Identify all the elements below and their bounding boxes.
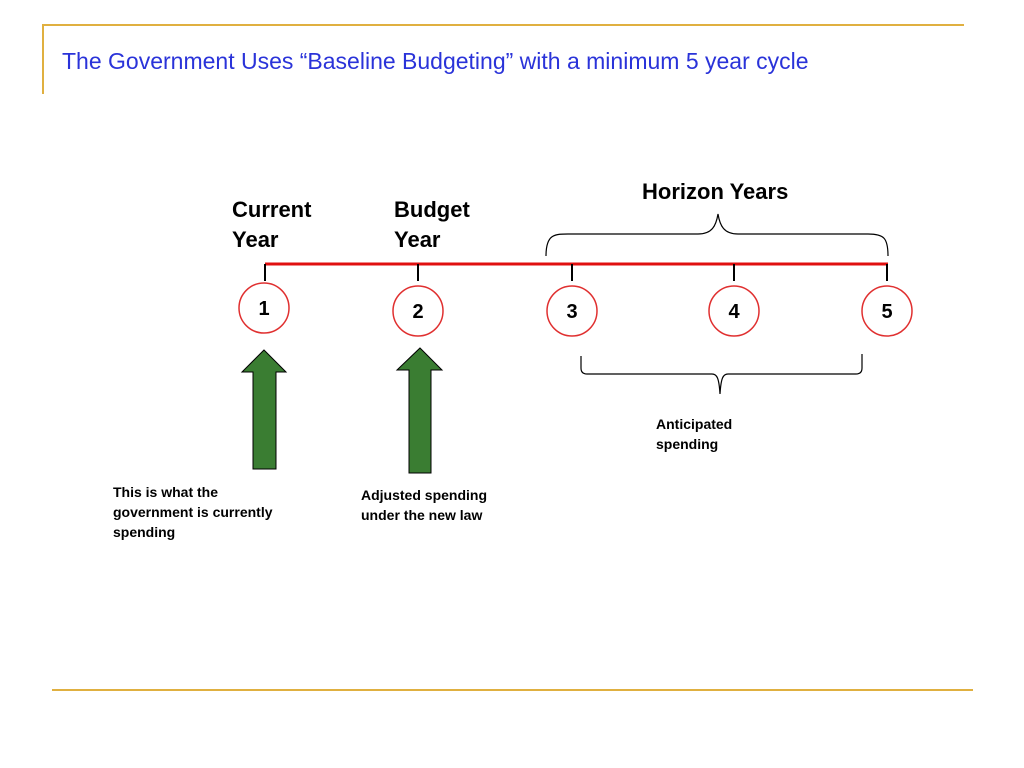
anticipated-brace: [581, 354, 862, 394]
year-number-5: 5: [881, 301, 893, 323]
year-marker-4: [709, 286, 759, 336]
horizon-brace: [546, 214, 888, 256]
current-year-heading-line-2: Year: [232, 227, 279, 252]
year-marker-3: [547, 286, 597, 336]
adjusted-spending-note: [361, 485, 487, 525]
anticipated-spending-note-line-2: spending: [656, 436, 719, 452]
anticipated-spending-note-line-1: Anticipated: [656, 416, 733, 432]
budget-year-heading-line-1: Budget: [394, 197, 470, 222]
anticipated-spending-note: [656, 414, 732, 454]
current-spending-note: [113, 482, 273, 542]
adjusted-spending-arrow: [397, 348, 442, 473]
year-number-4: 4: [728, 301, 740, 323]
year-number-2: 2: [412, 301, 424, 323]
current-spending-arrow: [242, 350, 286, 469]
current-spending-note-line-1: This is what the: [113, 484, 219, 500]
year-marker-5: [862, 286, 912, 336]
budget-year-heading-line-2: Year: [394, 227, 441, 252]
year-marker-2: [393, 286, 443, 336]
slide-title: The Government Uses “Baseline Budgeting” with a minimum 5 year cycle: [62, 48, 809, 74]
adjusted-spending-note-line-1: Adjusted spending: [361, 487, 487, 503]
horizon-years-heading-text: Horizon Years: [642, 179, 789, 204]
current-year-heading-line-1: Current: [232, 197, 312, 222]
year-number-3: 3: [566, 301, 578, 323]
adjusted-spending-note-line-2: under the new law: [361, 507, 483, 523]
year-number-1: 1: [258, 298, 270, 320]
year-marker-1: [239, 283, 289, 333]
current-spending-note-line-2: government is currently: [113, 504, 273, 520]
current-spending-note-line-3: spending: [113, 524, 176, 540]
